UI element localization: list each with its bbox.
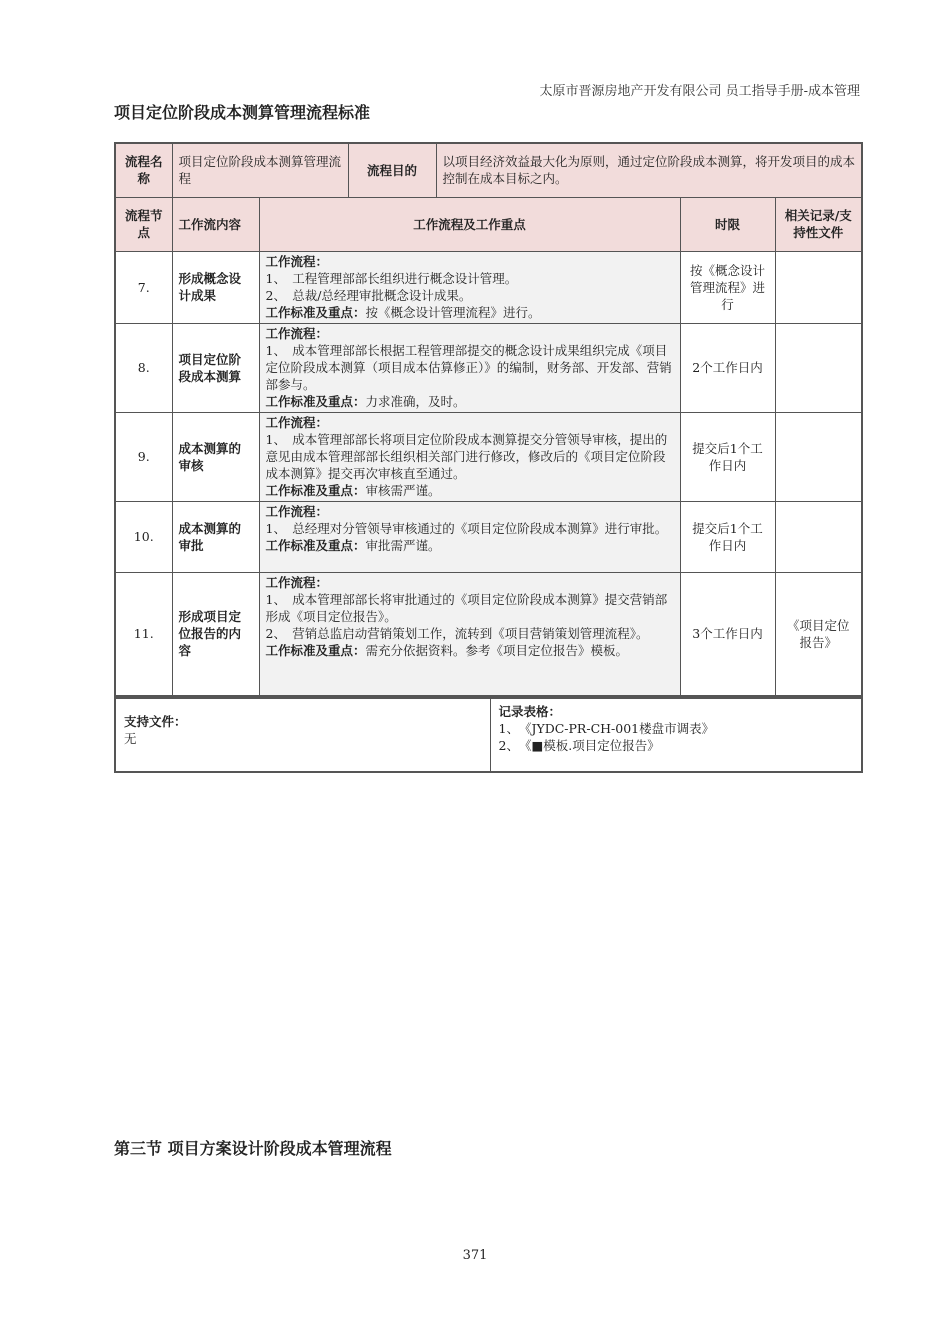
flow-line: 1、 总经理对分管领导审核通过的《项目定位阶段成本测算》进行审批。	[265, 520, 668, 536]
row-time: 3个工作日内	[680, 572, 775, 696]
row-number: 11.	[115, 572, 172, 696]
flow-line: 2、 营销总监启动营销策划工作，流转到《项目营销策划管理流程》。	[265, 625, 649, 641]
row-flow	[259, 251, 680, 323]
page-title: 项目定位阶段成本测算管理流程标准	[114, 103, 371, 122]
row-flow	[259, 501, 680, 572]
col-flow: 工作流程及工作重点	[259, 197, 680, 251]
row-number: 7.	[115, 251, 172, 323]
std-text: 力求准确，及时。	[365, 393, 466, 409]
support-files-value: 无	[124, 731, 137, 746]
row-number: 10.	[115, 501, 172, 572]
table-row	[115, 501, 862, 572]
row-time: 按《概念设计管理流程》进行	[680, 251, 775, 323]
std-label: 工作标准及重点：	[265, 642, 366, 658]
column-header-row	[115, 197, 862, 251]
support-table	[114, 697, 863, 773]
page-number: 371	[462, 1248, 488, 1263]
flow-heading: 工作流程：	[265, 414, 329, 430]
row-time: 提交后1个工作日内	[680, 412, 775, 501]
std-text: 审核需严谨。	[365, 482, 441, 498]
table-row	[115, 323, 862, 412]
table-row	[115, 412, 862, 501]
std-text: 审批需严谨。	[365, 537, 441, 553]
row-flow	[259, 323, 680, 412]
flow-line: 2、 总裁/总经理审批概念设计成果。	[265, 287, 472, 303]
row-flow	[259, 572, 680, 696]
row-records	[775, 323, 862, 412]
record-form-item: 2、 《■模板.项目定位报告》	[498, 738, 660, 753]
row-time: 2个工作日内	[680, 323, 775, 412]
std-text: 按《概念设计管理流程》进行。	[365, 304, 541, 320]
std-label: 工作标准及重点：	[265, 304, 366, 320]
col-records: 相关记录/支持性文件	[775, 197, 862, 251]
row-records	[775, 501, 862, 572]
row-number: 8.	[115, 323, 172, 412]
flow-line: 1、 成本管理部部长根据工程管理部提交的概念设计成果组织完成《项目定位阶段成本测算（项目成本估算修正）》的编制，财务部、开发部、营销部参与。	[265, 342, 672, 392]
row-time: 提交后1个工作日内	[680, 501, 775, 572]
header-company: 太原市晋源房地产开发有限公司 员工指导手册-成本管理	[539, 84, 860, 99]
top-row	[115, 143, 862, 197]
row-node: 形成概念设计成果	[172, 251, 259, 323]
process-name-value: 项目定位阶段成本测算管理流程	[172, 143, 348, 197]
table-row	[115, 251, 862, 323]
std-label: 工作标准及重点：	[265, 393, 366, 409]
record-form-item: 1、 《JYDC-PR-CH-001楼盘市调表》	[498, 721, 715, 736]
section-title: 第三节 项目方案设计阶段成本管理流程	[114, 1139, 392, 1158]
std-label: 工作标准及重点：	[265, 482, 366, 498]
row-records	[775, 251, 862, 323]
flow-heading: 工作流程：	[265, 503, 329, 519]
row-records: 《项目定位报告》	[775, 572, 862, 696]
col-node: 流程节点	[115, 197, 172, 251]
flow-line: 1、 工程管理部部长组织进行概念设计管理。	[265, 270, 518, 286]
flow-line: 1、 成本管理部部长将审批通过的《项目定位阶段成本测算》提交营销部形成《项目定位报告》。	[265, 591, 668, 624]
row-node: 形成项目定位报告的内容	[172, 572, 259, 696]
table-row	[115, 572, 862, 696]
std-label: 工作标准及重点：	[265, 537, 366, 553]
flow-heading: 工作流程：	[265, 325, 329, 341]
row-number: 9.	[115, 412, 172, 501]
row-node: 成本测算的审核	[172, 412, 259, 501]
row-node: 成本测算的审批	[172, 501, 259, 572]
support-files-cell	[115, 698, 490, 772]
flow-line: 1、 成本管理部部长将项目定位阶段成本测算提交分管领导审核，提出的意见由成本管理部部长组织相关部门进行修改，修改后的《项目定位阶段成本测算》提交再次审核直至通过。	[265, 431, 668, 481]
std-text: 需充分依据资料。参考《项目定位报告》模板。	[365, 642, 629, 658]
process-purpose-value: 以项目经济效益最大化为原则，通过定位阶段成本测算，将开发项目的成本控制在成本目标之内。	[436, 143, 862, 197]
col-time: 时限	[680, 197, 775, 251]
support-files-label: 支持文件：	[124, 714, 187, 729]
flow-heading: 工作流程：	[265, 253, 329, 269]
row-records	[775, 412, 862, 501]
record-forms-cell	[490, 698, 862, 772]
record-forms-label: 记录表格：	[498, 704, 562, 719]
row-flow	[259, 412, 680, 501]
row-node: 项目定位阶段成本测算	[172, 323, 259, 412]
process-purpose-label: 流程目的	[348, 143, 436, 197]
flow-heading: 工作流程：	[265, 574, 329, 590]
col-content: 工作流内容	[172, 197, 259, 251]
process-name-label: 流程名称	[115, 143, 172, 197]
process-table	[114, 142, 863, 697]
